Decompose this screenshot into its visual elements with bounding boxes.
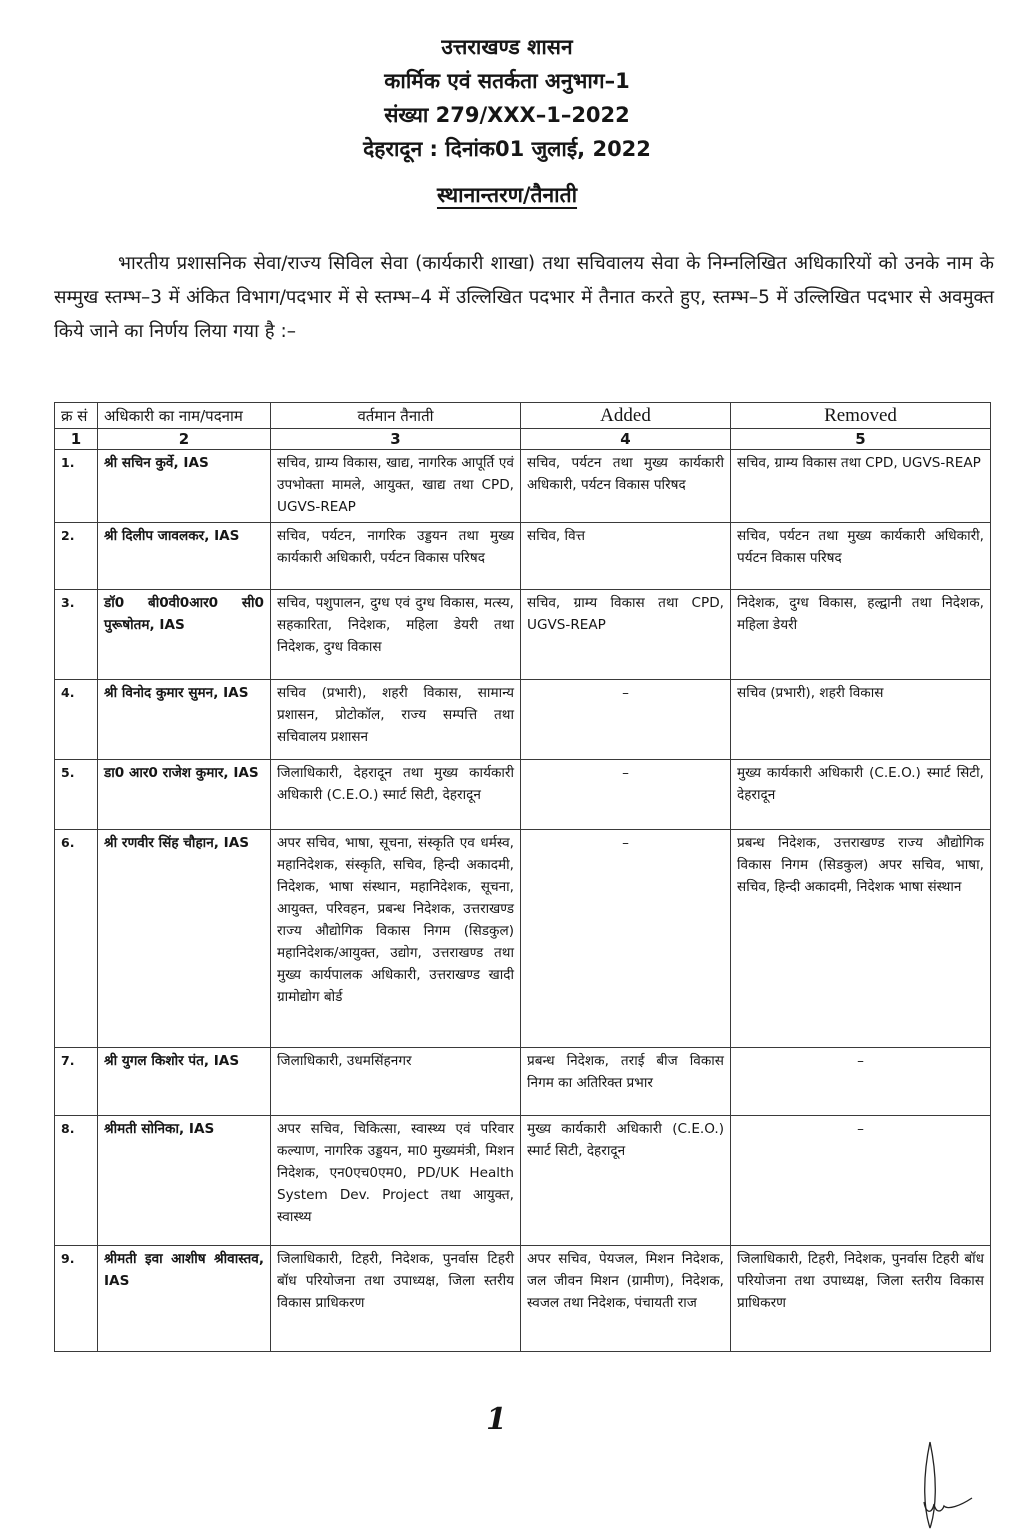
table-row (55, 1116, 991, 1246)
added-posting: – (521, 830, 731, 1048)
officer-name: डा0 आर0 राजेश कुमार, IAS (98, 760, 271, 830)
document-header (0, 30, 1014, 212)
current-posting: सचिव, ग्राम्य विकास, खाद्य, नागरिक आपूर्ति एवं उपभोक्ता मामले, आयुक्त, खाद्य तथा CPD, UGVS-REAP (271, 450, 521, 523)
header-removed: Removed (731, 403, 991, 429)
column-number: 3 (271, 429, 521, 450)
added-posting: मुख्य कार्यकारी अधिकारी (C.E.O.) स्मार्ट सिटी, देहरादून (521, 1116, 731, 1246)
department-name: कार्मिक एवं सतर्कता अनुभाग–1 (384, 69, 630, 93)
header-current-posting: वर्तमान तैनाती (271, 403, 521, 429)
added-posting: अपर सचिव, पेयजल, मिशन निदेशक, जल जीवन मिशन (ग्रामीण), निदेशक, स्वजल तथा निदेशक, पंचायती राज (521, 1246, 731, 1352)
added-posting: – (521, 680, 731, 760)
removed-posting: सचिव, पर्यटन तथा मुख्य कार्यकारी अधिकारी, पर्यटन विकास परिषद (731, 523, 991, 590)
serial-number: 6. (55, 830, 98, 1048)
officer-name: श्री युगल किशोर पंत, IAS (98, 1048, 271, 1116)
current-posting: अपर सचिव, चिकित्सा, स्वास्थ्य एवं परिवार कल्याण, नागरिक उड्डयन, मा0 मुख्यमंत्री, मिशन निदेशक, एन0एच0एम0, PD/UK Health System Dev. Project तथा आयुक्त, स्वास्थ्य (271, 1116, 521, 1246)
serial-number: 5. (55, 760, 98, 830)
transfer-table (54, 402, 991, 1352)
order-number: संख्या 279/XXX–1–2022 (384, 103, 630, 127)
removed-posting: – (731, 1048, 991, 1116)
table-row (55, 523, 991, 590)
officer-name: श्री सचिन कुर्वे, IAS (98, 450, 271, 523)
serial-number: 8. (55, 1116, 98, 1246)
header-officer-name: अधिकारी का नाम/पदनाम (98, 403, 271, 429)
current-posting: सचिव, पर्यटन, नागरिक उड्डयन तथा मुख्य कार्यकारी अधिकारी, पर्यटन विकास परिषद (271, 523, 521, 590)
intro-paragraph: भारतीय प्रशासनिक सेवा/राज्य सिविल सेवा (कार्यकारी शाखा) तथा सचिवालय सेवा के निम्नलिखित अधिकारियों को उनके नाम के सम्मुख स्तम्भ–3 में अंकित विभाग/पदभार में से स्तम्भ–4 में उल्लिखित पदभार में तैनात करते हुए, स्तम्भ–5 में उल्लिखित पदभार से अवमुक्त किये जाने का निर्णय लिया गया है :– (54, 252, 994, 342)
current-posting: सचिव, पशुपालन, दुग्ध एवं दुग्ध विकास, मत्स्य, सहकारिता, निदेशक, महिला डेयरी तथा निदेशक, दुग्ध विकास (271, 590, 521, 680)
current-posting: जिलाधिकारी, उधमसिंहनगर (271, 1048, 521, 1116)
added-posting: सचिव, वित्त (521, 523, 731, 590)
table-row (55, 1246, 991, 1352)
signature-icon (920, 1440, 990, 1530)
serial-number: 3. (55, 590, 98, 680)
current-posting: सचिव (प्रभारी), शहरी विकास, सामान्य प्रशासन, प्रोटोकॉल, राज्य सम्पत्ति तथा सचिवालय प्रशासन (271, 680, 521, 760)
serial-number: 4. (55, 680, 98, 760)
current-posting: जिलाधिकारी, देहरादून तथा मुख्य कार्यकारी अधिकारी (C.E.O.) स्मार्ट सिटी, देहरादून (271, 760, 521, 830)
added-posting: सचिव, पर्यटन तथा मुख्य कार्यकारी अधिकारी, पर्यटन विकास परिषद (521, 450, 731, 523)
removed-posting: प्रबन्ध निदेशक, उत्तराखण्ड राज्य औद्योगिक विकास निगम (सिडकुल) अपर सचिव, भाषा, सचिव, हिन्दी अकादमी, निदेशक भाषा संस्थान (731, 830, 991, 1048)
officer-name: श्री रणवीर सिंह चौहान, IAS (98, 830, 271, 1048)
table-header-row (55, 403, 991, 429)
serial-number: 2. (55, 523, 98, 590)
removed-posting: निदेशक, दुग्ध विकास, हल्द्वानी तथा निदेशक, महिला डेयरी (731, 590, 991, 680)
column-number-row (55, 429, 991, 450)
order-subject: स्थानान्तरण/तैनाती (436, 183, 578, 207)
removed-posting: – (731, 1116, 991, 1246)
added-posting: – (521, 760, 731, 830)
officer-name: श्री दिलीप जावलकर, IAS (98, 523, 271, 590)
removed-posting: सचिव, ग्राम्य विकास तथा CPD, UGVS-REAP (731, 450, 991, 523)
serial-number: 7. (55, 1048, 98, 1116)
government-name: उत्तराखण्ड शासन (441, 35, 573, 59)
header-added: Added (521, 403, 731, 429)
table-row (55, 760, 991, 830)
header-serial: क्र सं (55, 403, 98, 429)
column-number: 4 (521, 429, 731, 450)
current-posting: अपर सचिव, भाषा, सूचना, संस्कृति एव धर्मस्व, महानिदेशक, संस्कृति, सचिव, हिन्दी अकादमी, निदेशक, भाषा संस्थान, महानिदेशक, सूचना, आयुक्त, परिवहन, प्रबन्ध निदेशक, उत्तराखण्ड राज्य औद्योगिक विकास निगम (सिडकुल) महानिदेशक/आयुक्त, उद्योग, उत्तराखण्ड तथा मुख्य कार्यपालक अधिकारी, उत्तराखण्ड खादी ग्रामोद्योग बोर्ड (271, 830, 521, 1048)
serial-number: 1. (55, 450, 98, 523)
removed-posting: मुख्य कार्यकारी अधिकारी (C.E.O.) स्मार्ट सिटी, देहरादून (731, 760, 991, 830)
officer-name: श्री विनोद कुमार सुमन, IAS (98, 680, 271, 760)
page-number: 1 (486, 1402, 507, 1437)
removed-posting: सचिव (प्रभारी), शहरी विकास (731, 680, 991, 760)
table-row (55, 830, 991, 1048)
officer-name: श्रीमती इवा आशीष श्रीवास्तव, IAS (98, 1246, 271, 1352)
added-posting: सचिव, ग्राम्य विकास तथा CPD, UGVS-REAP (521, 590, 731, 680)
table-row (55, 1048, 991, 1116)
place-date: देहरादून : दिनांक01 जुलाई, 2022 (363, 137, 651, 161)
table-row (55, 590, 991, 680)
column-number: 1 (55, 429, 98, 450)
table-row (55, 680, 991, 760)
column-number: 5 (731, 429, 991, 450)
current-posting: जिलाधिकारी, टिहरी, निदेशक, पुनर्वास टिहरी बॉध परियोजना तथा उपाध्यक्ष, जिला स्तरीय विकास प्राधिकरण (271, 1246, 521, 1352)
added-posting: प्रबन्ध निदेशक, तराई बीज विकास निगम का अतिरिक्त प्रभार (521, 1048, 731, 1116)
table-row (55, 450, 991, 523)
officer-name: श्रीमती सोनिका, IAS (98, 1116, 271, 1246)
serial-number: 9. (55, 1246, 98, 1352)
officer-name: डॉ0 बी0वी0आर0 सी0 पुरूषोतम, IAS (98, 590, 271, 680)
removed-posting: जिलाधिकारी, टिहरी, निदेशक, पुनर्वास टिहरी बॉध परियोजना तथा उपाध्यक्ष, जिला स्तरीय विकास प्राधिकरण (731, 1246, 991, 1352)
column-number: 2 (98, 429, 271, 450)
